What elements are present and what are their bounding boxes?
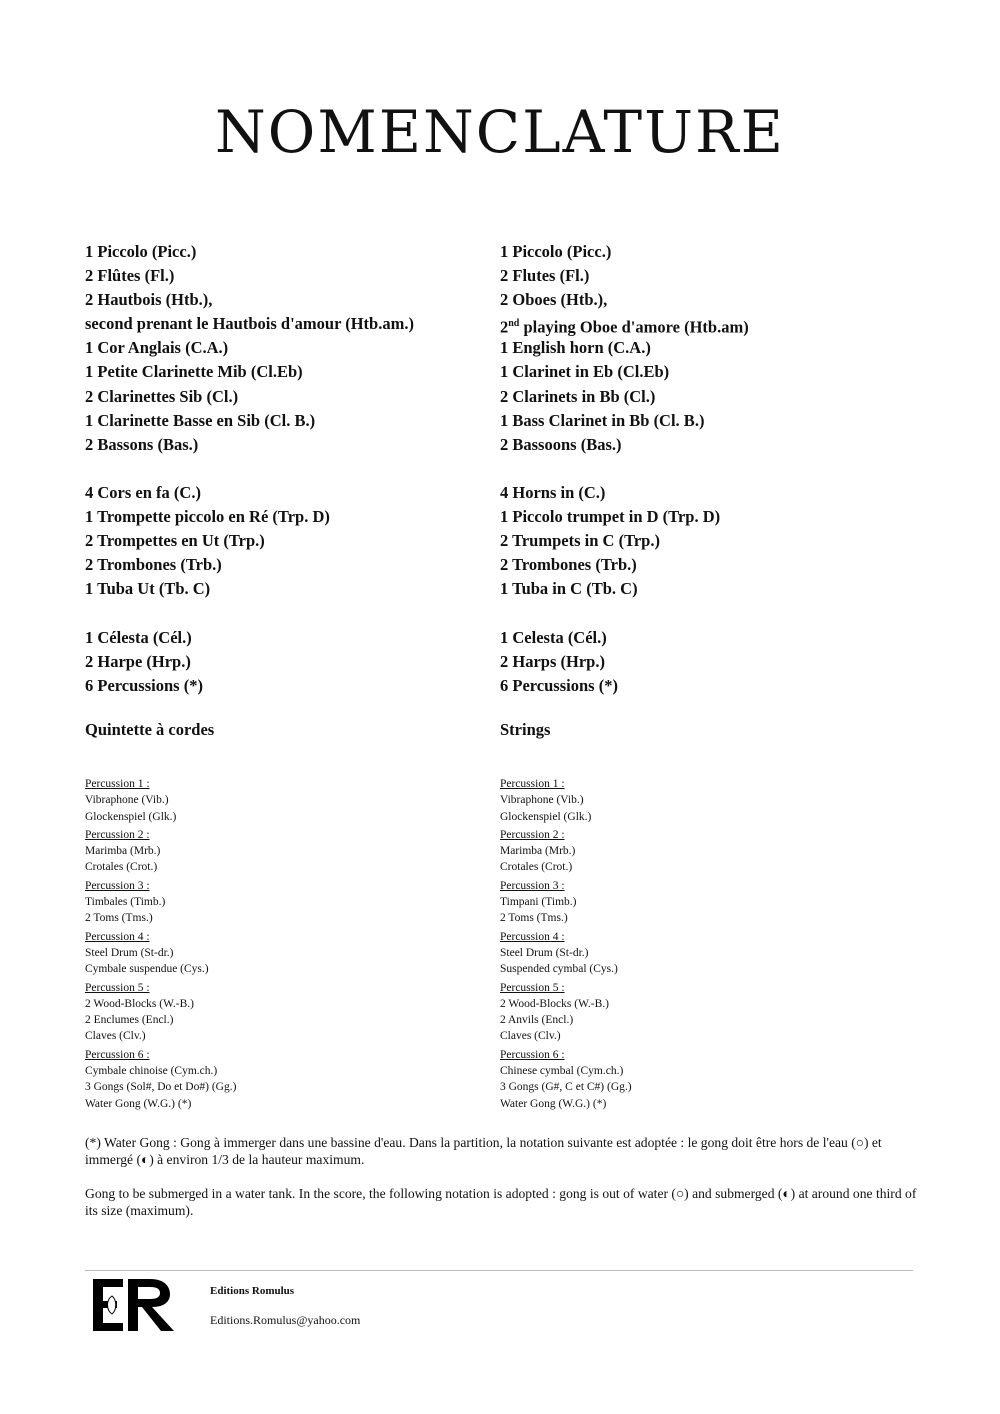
percussion-group-header: Percussion 4 : (500, 930, 565, 943)
percussion-list-english (500, 776, 920, 1114)
percussion-group (500, 776, 920, 825)
percussion-instrument: Cymbale suspendue (Cys.) (85, 963, 209, 976)
percussion-group (500, 1047, 920, 1112)
percussion-instrument: Vibraphone (Vib.) (85, 794, 169, 807)
percussion-group (85, 929, 505, 978)
percussion-group-header: Percussion 1 : (85, 778, 150, 790)
percussion-instrument: Glockenspiel (Glk.) (85, 810, 177, 823)
percussion-instrument: Vibraphone (Vib.) (500, 794, 584, 807)
percussion-instrument: Marimba (Mrb.) (500, 845, 576, 858)
instrument-list-french (85, 240, 505, 698)
instrument-line: 2 Harps (Hrp.) (500, 651, 605, 671)
percussion-group-header: Percussion 2 : (85, 828, 150, 841)
instrument-line: 2 Trumpets in C (Trp.) (500, 531, 660, 551)
instrument-line: 1 Clarinette Basse en Sib (Cl. B.) (85, 410, 316, 430)
percussion-instrument: Cymbale chinoise (Cym.ch.) (85, 1065, 218, 1078)
percussion-group-header: Percussion 3 : (500, 879, 565, 892)
instrument-line: 1 Clarinet in Eb (Cl.Eb) (500, 362, 670, 382)
percussion-group (500, 878, 920, 927)
instrument-line: 2 Harpe (Hrp.) (85, 651, 191, 671)
editions-romulus-logo (90, 1276, 180, 1334)
instrument-list-english (500, 240, 920, 698)
percussion-instrument: Suspended cymbal (Cys.) (500, 963, 618, 976)
instrument-line: 2 Clarinettes Sib (Cl.) (85, 386, 239, 406)
instrument-line: 1 Cor Anglais (C.A.) (85, 338, 229, 358)
percussion-instrument: Chinese cymbal (Cym.ch.) (500, 1065, 624, 1078)
percussion-instrument: 3 Gongs (G#, C et C#) (Gg.) (500, 1081, 632, 1094)
percussion-group-header: Percussion 1 : (500, 778, 565, 790)
instrument-line: 1 Tuba in C (Tb. C) (500, 579, 638, 599)
percussion-instrument: Timpani (Timb.) (500, 896, 577, 909)
percussion-list-french (85, 776, 505, 1114)
instrument-line: 2 Hautbois (Htb.), (85, 290, 213, 310)
instrument-line: 2 Trombones (Trb.) (500, 555, 637, 575)
instrument-line: 2 Clarinets in Bb (Cl.) (500, 386, 656, 406)
percussion-instrument: Claves (Clv.) (500, 1030, 561, 1043)
percussion-instrument: 2 Enclumes (Encl.) (85, 1014, 174, 1027)
percussion-instrument: Timbales (Timb.) (85, 896, 166, 909)
percussion-group (85, 1047, 505, 1112)
percussion-group (500, 929, 920, 978)
instrument-line: 1 Bass Clarinet in Bb (Cl. B.) (500, 410, 705, 430)
instrument-line: 1 Piccolo trumpet in D (Trp. D) (500, 507, 721, 527)
instrument-line: 4 Cors en fa (C.) (85, 482, 201, 502)
section-spacer (500, 457, 920, 481)
instrument-line: 2 Flûtes (Fl.) (85, 266, 175, 286)
percussion-group (85, 776, 505, 825)
instrument-line: 2 Trombones (Trb.) (85, 555, 222, 575)
instrument-line: 2 Oboes (Htb.), (500, 290, 608, 310)
instrument-line: 2nd playing Oboe d'amore (Htb.am) (500, 317, 749, 337)
instrument-line: 2 Trompettes en Ut (Trp.) (85, 531, 265, 551)
instrument-line: 1 Piccolo (Picc.) (85, 242, 197, 261)
page-title: NOMENCLATURE (215, 98, 785, 166)
instrument-line: 1 Trompette piccolo en Ré (Trp. D) (85, 507, 330, 527)
instrument-line: 1 Piccolo (Picc.) (500, 242, 612, 261)
percussion-instrument: Water Gong (W.G.) (*) (85, 1097, 192, 1110)
percussion-instrument: Water Gong (W.G.) (*) (500, 1097, 607, 1110)
percussion-group-header: Percussion 5 : (85, 981, 150, 994)
section-spacer (500, 601, 920, 625)
percussion-group-header: Percussion 6 : (500, 1048, 565, 1061)
instrument-line: 6 Percussions (*) (85, 675, 203, 695)
instrument-line: 2 Bassons (Bas.) (85, 434, 199, 454)
percussion-group-header: Percussion 2 : (500, 828, 565, 841)
percussion-instrument: Crotales (Crot.) (85, 861, 158, 874)
percussion-instrument: 2 Wood-Blocks (W.-B.) (500, 997, 609, 1010)
percussion-instrument: Steel Drum (St-dr.) (500, 946, 589, 959)
percussion-instrument: Crotales (Crot.) (500, 861, 573, 874)
instrument-line: 1 Celesta (Cél.) (500, 627, 607, 647)
section-spacer (85, 457, 505, 481)
instrument-line: 2 Flutes (Fl.) (500, 266, 590, 286)
instrument-line: 4 Horns in (C.) (500, 482, 606, 502)
percussion-instrument: 3 Gongs (Sol#, Do et Do#) (Gg.) (85, 1081, 237, 1094)
percussion-group (85, 827, 505, 876)
publisher-name: Editions Romulus (210, 1285, 295, 1297)
percussion-group-header: Percussion 3 : (85, 879, 150, 892)
percussion-instrument: 2 Toms (Tms.) (85, 912, 153, 925)
percussion-instrument: Glockenspiel (Glk.) (500, 810, 592, 823)
instrument-line: 1 Tuba Ut (Tb. C) (85, 579, 211, 599)
instrument-line: 2 Bassoons (Bas.) (500, 434, 622, 454)
percussion-instrument: 2 Toms (Tms.) (500, 912, 568, 925)
percussion-group-header: Percussion 6 : (85, 1048, 150, 1061)
instrument-line: 6 Percussions (*) (500, 675, 618, 695)
footer-divider (85, 1270, 913, 1271)
percussion-instrument: Claves (Clv.) (85, 1030, 146, 1043)
percussion-group (500, 827, 920, 876)
percussion-instrument: Steel Drum (St-dr.) (85, 946, 174, 959)
instrument-line: 1 Petite Clarinette Mib (Cl.Eb) (85, 362, 303, 382)
water-gong-note-french: (*) Water Gong : Gong à immerger dans une bassine d'eau. Dans la partition, la notation suivante est adoptée : le gong doit être hors de l'eau (○) et immergé (◐) à environ 1/3 de la hauteur maximum. (85, 1135, 882, 1167)
strings-label-english: Strings (500, 720, 551, 739)
section-spacer (85, 601, 505, 625)
percussion-group (500, 980, 920, 1045)
percussion-instrument: Marimba (Mrb.) (85, 845, 161, 858)
percussion-group (85, 878, 505, 927)
percussion-instrument: 2 Anvils (Encl.) (500, 1014, 574, 1027)
percussion-group (85, 980, 505, 1045)
strings-label-french: Quintette à cordes (85, 720, 215, 739)
instrument-line: 1 Célesta (Cél.) (85, 627, 192, 647)
percussion-group-header: Percussion 5 : (500, 981, 565, 994)
percussion-group-header: Percussion 4 : (85, 930, 150, 943)
percussion-instrument: 2 Wood-Blocks (W.-B.) (85, 997, 194, 1010)
water-gong-note-english: Gong to be submerged in a water tank. In the score, the following notation is adopted : gong is out of water (○) and submerged (◐) at around one third of its size (maximum). (85, 1186, 917, 1218)
instrument-line: second prenant le Hautbois d'amour (Htb.am.) (85, 314, 414, 334)
instrument-line: 1 English horn (C.A.) (500, 338, 651, 358)
publisher-email: Editions.Romulus@yahoo.com (210, 1313, 361, 1327)
